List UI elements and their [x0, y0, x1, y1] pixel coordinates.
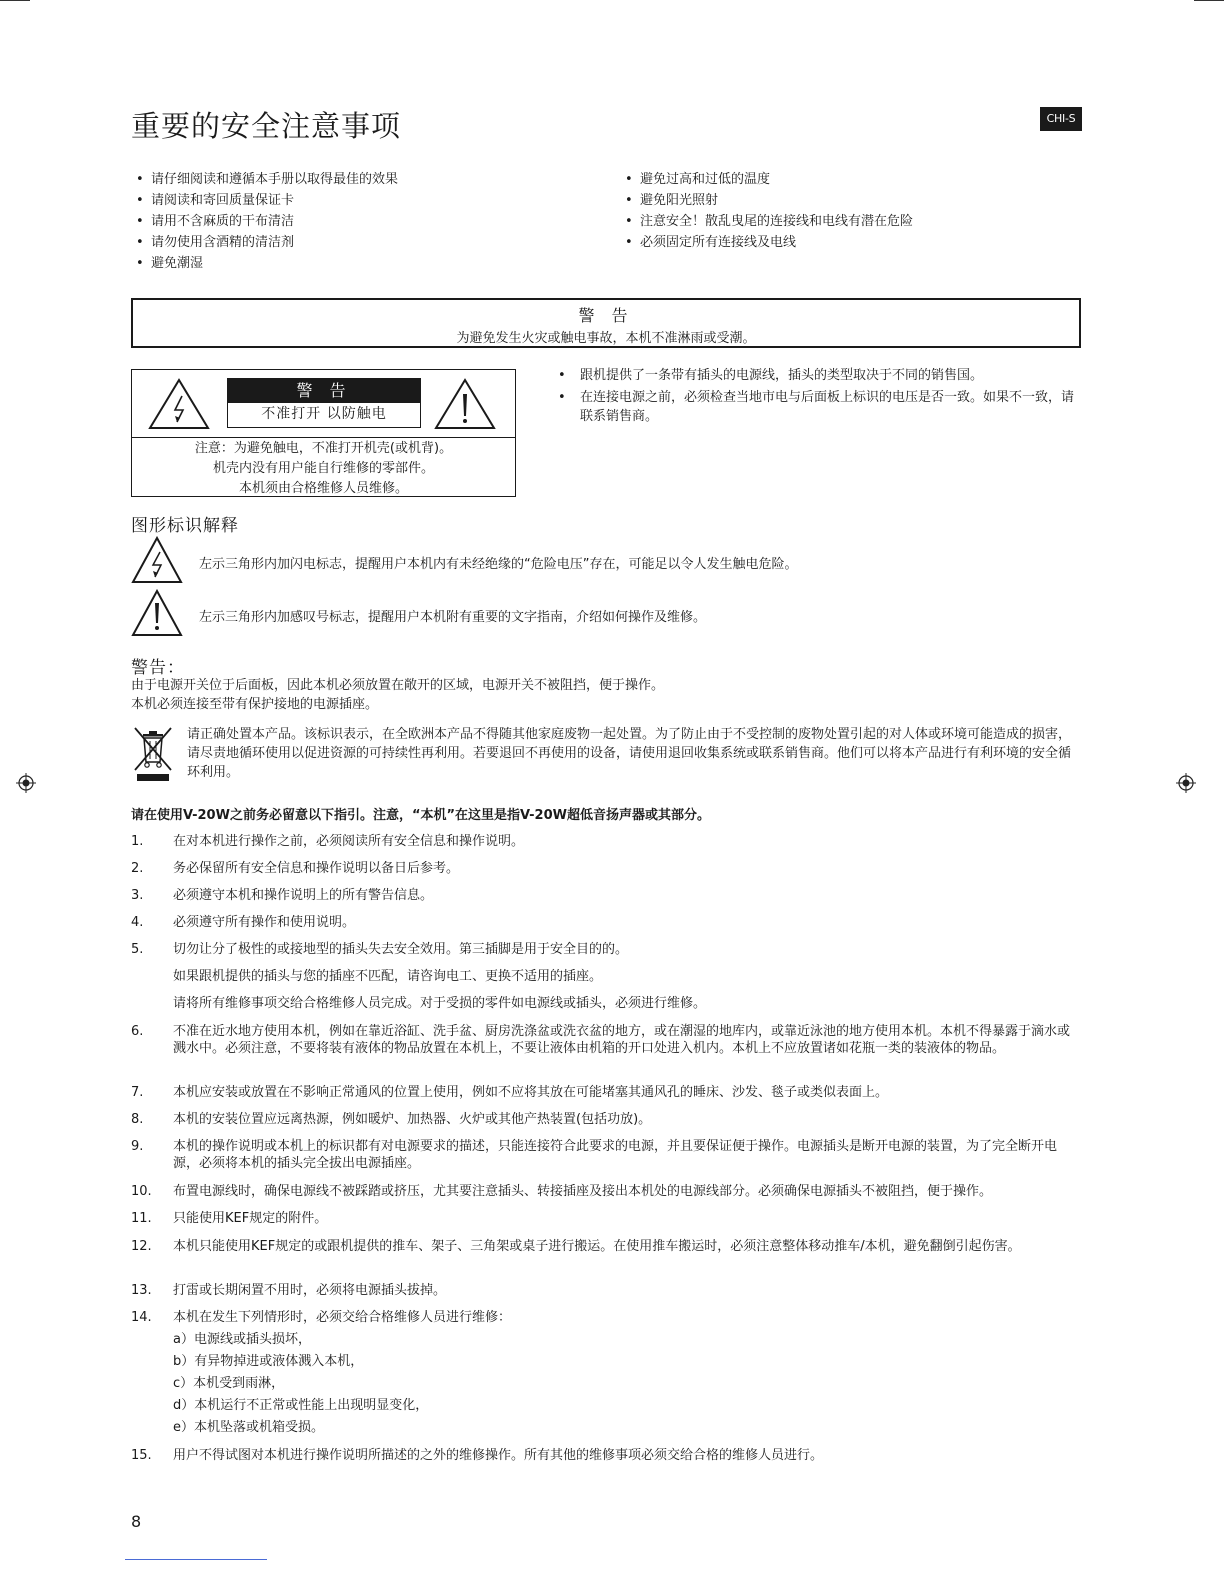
- weee-disposal-text: 请正确处置本产品。该标识表示，在全欧洲本产品不得随其他家庭废物一起处置。为了防止由于不受控制的废物处置引起的对人体或环境可能造成的损害，请尽责地循环使用以促进资源的可持续性再利用。若要退回不再使用的设备，请使用退回收集系统或联系销售商。他们可以将本产品进行有利环境的安全循环利用。: [187, 727, 1072, 780]
- item-text: 本机在发生下列情形时，必须交给合格维修人员进行维修：: [173, 1310, 512, 1325]
- caution-label-box: [131, 369, 516, 497]
- list-item: • 在连接电源之前，必须检查当地市电与后面板上标识的电压是否一致。如果不一致，请联系销售商。: [556, 388, 1082, 426]
- item-text: 必须遵守本机和操作说明上的所有警告信息。: [173, 888, 434, 903]
- item-text: 用户不得试图对本机进行操作说明所描述的之外的维修操作。所有其他的维修事项必须交给合格的维修人员进行。: [173, 1448, 824, 1463]
- item-number: 8.: [131, 1112, 144, 1127]
- list-item: • 请用不含麻质的干布清洁: [133, 211, 593, 232]
- sub-item-text: c）本机受到雨淋，: [173, 1376, 285, 1391]
- item-text: 不准在近水地方使用本机，例如在靠近浴缸、洗手盆、厨房洗涤盆或洗衣盆的地方，或在潮湿的地库内，或靠近泳池的地方使用本机。本机不得暴露于滴水或溅水中。必须注意，不要将装有液体的物品放置在本机上，不要让液体由机箱的开口处进入机内。本机上不应放置诸如花瓶一类的装液体的物品。: [173, 1024, 1071, 1056]
- sub-item-text: e）本机坠落或机箱受损。: [173, 1420, 324, 1435]
- caution-label: [227, 378, 421, 428]
- registration-mark-icon: [1176, 773, 1196, 793]
- item-number: 5.: [131, 942, 144, 957]
- item-number: 3.: [131, 888, 144, 903]
- page-number: 8: [131, 1512, 142, 1531]
- page-title: 重要的安全注意事项: [131, 109, 402, 143]
- registration-mark-icon: [16, 773, 36, 793]
- care-bullet-list-right: [622, 169, 1082, 253]
- caution-line: 注意：为避免触电，不准打开机壳(或机背)。: [194, 441, 453, 456]
- warning-line: 由于电源开关位于后面板，因此本机必须放置在敞开的区域，电源开关不被阻挡，便于操作。: [131, 678, 665, 693]
- crop-mark-right: [1194, 0, 1224, 1]
- sub-item-text: d）本机运行不正常或性能上出现明显变化，: [173, 1398, 429, 1413]
- divider: [125, 1559, 267, 1560]
- list-item: • 请勿使用含酒精的清洁剂: [133, 232, 593, 253]
- item-text: 本机的操作说明或本机上的标识都有对电源要求的描述，只能连接符合此要求的电源，并且要保证便于操作。电源插头是断开电源的装置，为了完全断开电源，必须将本机的插头完全拔出电源插座。: [173, 1139, 1058, 1171]
- symbols-heading: 图形标识解释: [131, 516, 239, 536]
- symbol-row-lightning: [131, 536, 1081, 584]
- exclamation-warning-icon: [131, 589, 183, 637]
- item-number: 6.: [131, 1024, 144, 1039]
- mains-notes-list: [556, 366, 1082, 429]
- list-item: • 请阅读和寄回质量保证卡: [133, 190, 593, 211]
- list-item: • 请仔细阅读和遵循本手册以取得最佳的效果: [133, 169, 593, 190]
- crop-mark-left: [0, 0, 30, 1]
- item-text: 本机应安装或放置在不影响正常通风的位置上使用，例如不应将其放在可能堵塞其通风孔的睡床、沙发、毯子或类似表面上。: [173, 1085, 889, 1100]
- exclamation-explanation: 左示三角形内加感叹号标志，提醒用户本机附有重要的文字指南，介绍如何操作及维修。: [199, 610, 707, 625]
- item-text: 必须遵守所有操作和使用说明。: [173, 915, 356, 930]
- item-text: 只能使用KEF规定的附件。: [173, 1211, 328, 1226]
- language-badge: CHI-S: [1040, 107, 1082, 131]
- weee-crossed-bin-icon: [131, 726, 175, 784]
- item-number: 10.: [131, 1184, 152, 1199]
- item-text: 本机的安装位置应远离热源，例如暖炉、加热器、火炉或其他产热装置(包括功放)。: [173, 1112, 652, 1127]
- item-number: 9.: [131, 1139, 144, 1154]
- item-number: 4.: [131, 915, 144, 930]
- item-text: 布置电源线时，确保电源线不被踩踏或挤压，尤其要注意插头、转接插座及接出本机处的电源线部分。必须确保电源插头不被阻挡，便于操作。: [173, 1184, 993, 1199]
- item-text: 在对本机进行操作之前，必须阅读所有安全信息和操作说明。: [173, 834, 525, 849]
- caution-line: 本机须由合格维修人员维修。: [238, 481, 408, 496]
- sub-item-text: 请将所有维修事项交给合格维修人员完成。对于受损的零件如电源线或插头，必须进行维修。: [173, 996, 707, 1011]
- list-item: • 注意安全！散乱曳尾的连接线和电线有潜在危险: [622, 211, 1082, 232]
- list-item: • 避免过高和过低的温度: [622, 169, 1082, 190]
- lightning-warning-icon: [131, 536, 183, 584]
- item-text: 本机只能使用KEF规定的或跟机提供的推车、架子、三角架或桌子进行搬运。在使用推车搬运时，必须注意整体移动推车/本机，避免翻倒引起伤害。: [173, 1239, 1021, 1254]
- lightning-warning-icon: [148, 378, 210, 430]
- item-number: 7.: [131, 1085, 144, 1100]
- list-item: • 避免潮湿: [133, 253, 593, 274]
- list-item: • 必须固定所有连接线及电线: [622, 232, 1082, 253]
- caution-text: [132, 438, 515, 499]
- list-item: • 跟机提供了一条带有插头的电源线，插头的类型取决于不同的销售国。: [556, 366, 1082, 385]
- item-number: 2.: [131, 861, 144, 876]
- item-number: 15.: [131, 1448, 152, 1463]
- sub-item-text: a）电源线或插头损坏，: [173, 1332, 311, 1347]
- instructions-intro: 请在使用V-20W之前务必留意以下指引。注意，“本机”在这里是指V-20W超低音扬声器或其部分。: [131, 808, 710, 823]
- warning-line: 本机必须连接至带有保护接地的电源插座。: [131, 697, 379, 712]
- item-number: 11.: [131, 1211, 152, 1226]
- caution-label-top: 警 告: [228, 379, 420, 403]
- sub-item-text: 如果跟机提供的插头与您的插座不匹配，请咨询电工、更换不适用的插座。: [173, 969, 603, 984]
- warning-box: [131, 298, 1081, 348]
- item-number: 13.: [131, 1283, 152, 1298]
- item-text: 务必保留所有安全信息和操作说明以备日后参考。: [173, 861, 460, 876]
- caution-label-bottom: 不准打开 以防触电: [261, 406, 387, 422]
- caution-line: 机壳内没有用户能自行维修的零部件。: [212, 461, 434, 476]
- item-number: 12.: [131, 1239, 152, 1254]
- item-number: 1.: [131, 834, 144, 849]
- list-item: • 避免阳光照射: [622, 190, 1082, 211]
- item-text: 切勿让分了极性的或接地型的插头失去安全效用。第三插脚是用于安全目的的。: [173, 942, 629, 957]
- symbol-row-exclamation: [131, 589, 1081, 637]
- warning-box-heading: 警 告: [578, 306, 634, 325]
- lightning-explanation: 左示三角形内加闪电标志，提醒用户本机内有未经绝缘的“危险电压”存在，可能足以令人发生触电危险。: [199, 557, 798, 572]
- warning-heading: 警告：: [131, 658, 185, 678]
- warning-lines: [131, 676, 664, 714]
- care-bullet-list-left: [133, 169, 593, 274]
- exclamation-warning-icon: [434, 378, 496, 430]
- item-text: 打雷或长期闲置不用时，必须将电源插头拔掉。: [173, 1283, 447, 1298]
- item-number: 14.: [131, 1310, 152, 1325]
- warning-box-text: 为避免发生火灾或触电事故，本机不准淋雨或受潮。: [456, 331, 756, 346]
- sub-item-text: b）有异物掉进或液体溅入本机，: [173, 1354, 364, 1369]
